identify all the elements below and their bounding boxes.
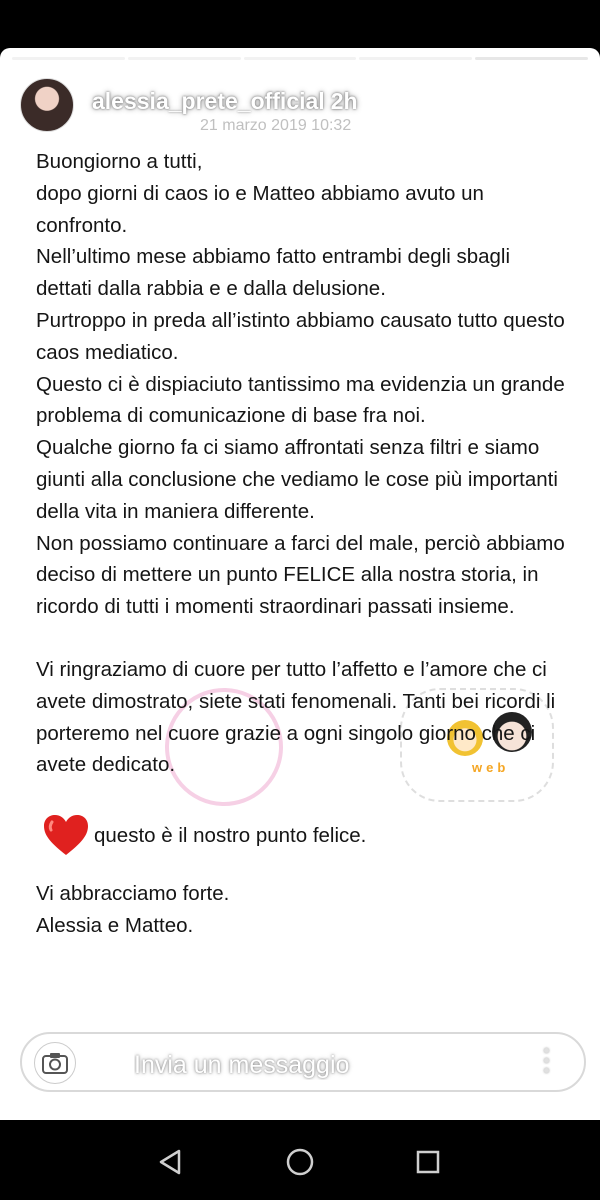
text-line: dopo giorni di caos io e Matteo abbiamo avuto un confronto. <box>36 181 484 237</box>
post-text <box>36 146 566 942</box>
text-line: Non possiamo continuare a farci del male, perciò abbiamo deciso di mettere un punto FELICE alla nostra storia, in ricordo di tutti i momenti straordinari passati insieme. <box>36 531 565 619</box>
message-input[interactable] <box>134 1050 514 1080</box>
post-date: 21 marzo 2019 10:32 <box>200 117 352 134</box>
decorative-sticker: web <box>400 688 554 802</box>
story-frame[interactable] <box>0 48 600 1120</box>
text-line: Buongiorno a tutti, <box>36 150 203 173</box>
reply-bar <box>20 1032 586 1092</box>
back-triangle-icon[interactable] <box>150 1142 190 1182</box>
avatar[interactable] <box>20 78 74 132</box>
heart-icon <box>42 812 90 860</box>
text-line: Vi abbracciamo forte. <box>36 882 230 906</box>
text-line: Alessia e Matteo. <box>36 913 194 937</box>
home-circle-icon[interactable] <box>280 1142 320 1182</box>
story-progress-bar <box>12 57 588 60</box>
text-line: questo è il nostro punto felice. <box>94 824 367 848</box>
recents-square-icon[interactable] <box>408 1142 448 1182</box>
more-vertical-icon[interactable] <box>542 1048 550 1073</box>
username[interactable]: alessia_prete_official <box>92 88 325 114</box>
post-age: 2h <box>330 88 358 114</box>
system-nav-bar <box>0 1120 600 1200</box>
heart-line <box>36 812 566 860</box>
text-line: Qualche giorno fa ci siamo affrontati senza filtri e siamo giunti alla conclusione che vediamo le cose più importanti della vita in maniera differente. <box>36 436 558 523</box>
camera-icon[interactable] <box>34 1042 76 1084</box>
text-line: Purtroppo in preda all’istinto abbiamo causato tutto questo caos mediatico. <box>36 308 565 364</box>
text-line: Nell’ultimo mese abbiamo fatto entrambi degli sbagli dettati dalla rabbia e e dalla delusione. <box>36 245 511 301</box>
text-line: Vi ringraziamo di cuore per tutto l’affetto e l’amore che ci avete dimostrato, siete stati fenomenali. Tanti bei ricordi li porteremo nel cuore grazie a ogni singolo giorno che ci avete dedicato. <box>36 657 556 777</box>
story-header[interactable] <box>92 88 358 115</box>
text-line: Questo ci è dispiaciuto tantissimo ma evidenzia un grande problema di comunicazione di base fra noi. <box>36 372 565 428</box>
